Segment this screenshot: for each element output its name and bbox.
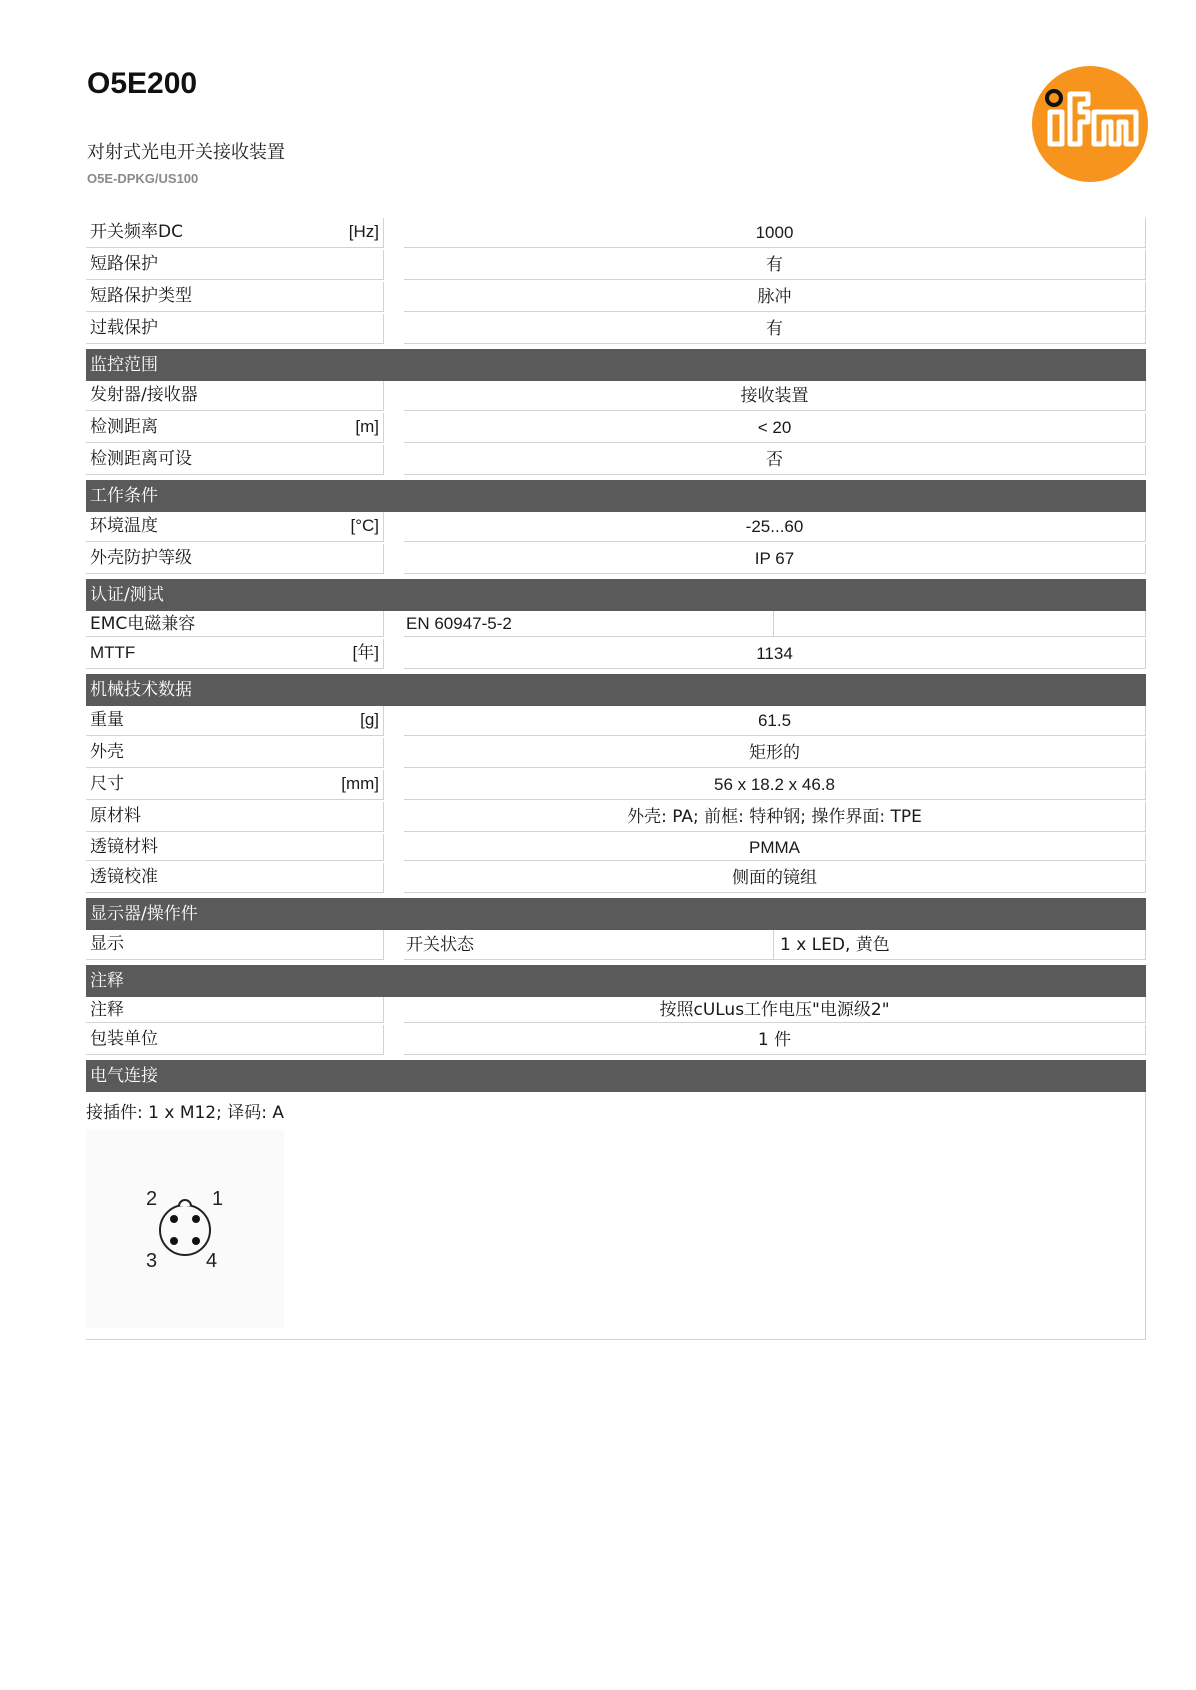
row-label: 显示 — [86, 930, 384, 960]
row-label: 包装单位 — [86, 1025, 384, 1055]
row-value: 否 — [404, 445, 1146, 475]
row-label: EMC电磁兼容 — [86, 611, 384, 637]
row-value: 外壳: PA; 前框: 特种钢; 操作界面: TPE — [404, 802, 1146, 832]
product-code: O5E-DPKG/US100 — [87, 171, 199, 186]
row-label: 原材料 — [86, 802, 384, 832]
row-label: 透镜材料 — [86, 834, 384, 861]
row-value: 1000 — [404, 218, 1146, 248]
row-value: 开关状态 — [404, 930, 774, 960]
row-label: 检测距离可设 — [86, 445, 384, 475]
spec-row — [86, 544, 1146, 576]
pin-label-4: 4 — [206, 1250, 218, 1272]
row-label: 尺寸 [mm] — [86, 770, 384, 800]
row-value: 接收装置 — [404, 381, 1146, 411]
row-value: 61.5 — [404, 706, 1146, 736]
section-header-monitoring: 监控范围 — [86, 349, 1146, 381]
spec-row — [86, 863, 1146, 895]
section-header-notes: 注释 — [86, 965, 1146, 997]
spec-row — [86, 1025, 1146, 1057]
spec-row — [86, 639, 1146, 671]
row-unit: [m] — [355, 417, 379, 436]
row-label: 开关频率DC [Hz] — [86, 218, 384, 248]
section-header-electrical: 电气连接 — [86, 1060, 1146, 1092]
row-label: 短路保护 — [86, 250, 384, 280]
spec-table — [86, 218, 1146, 1340]
spec-row — [86, 930, 1146, 962]
row-unit: [g] — [360, 710, 379, 729]
spec-row — [86, 218, 1146, 250]
row-unit: [°C] — [350, 516, 379, 535]
row-value: 脉冲 — [404, 282, 1146, 312]
product-subtitle: 对射式光电开关接收装置 — [87, 142, 285, 163]
spec-row — [86, 445, 1146, 477]
row-value: EN 60947-5-2 — [404, 611, 774, 637]
row-value: 有 — [404, 314, 1146, 344]
spec-row — [86, 802, 1146, 834]
section-header-operating: 工作条件 — [86, 480, 1146, 512]
spec-row — [86, 997, 1146, 1025]
row-label: 重量 [g] — [86, 706, 384, 736]
row-value: 侧面的镜组 — [404, 863, 1146, 893]
row-value: < 20 — [404, 413, 1146, 443]
electrical-connection-panel — [86, 1092, 1146, 1340]
row-label: 环境温度 [°C] — [86, 512, 384, 542]
section-header-mechanical: 机械技术数据 — [86, 674, 1146, 706]
connector-pinout-diagram — [86, 1130, 284, 1328]
section-header-display: 显示器/操作件 — [86, 898, 1146, 930]
row-value: 1 件 — [404, 1025, 1146, 1055]
ifm-logo — [1030, 64, 1150, 184]
row-label: 短路保护类型 — [86, 282, 384, 312]
pin-label-1: 1 — [212, 1188, 224, 1210]
row-label: 外壳 — [86, 738, 384, 768]
spec-row — [86, 738, 1146, 770]
row-label: 外壳防护等级 — [86, 544, 384, 574]
row-label: 注释 — [86, 997, 384, 1023]
row-value: 56 x 18.2 x 46.8 — [404, 770, 1146, 800]
page-title: O5E200 — [87, 67, 198, 100]
pin-label-2: 2 — [146, 1188, 158, 1210]
row-label: MTTF [年] — [86, 639, 384, 669]
spec-row — [86, 770, 1146, 802]
row-value-secondary: 1 x LED, 黄色 — [774, 930, 1146, 960]
row-value: 有 — [404, 250, 1146, 280]
row-label: 透镜校准 — [86, 863, 384, 893]
spec-row — [86, 512, 1146, 544]
row-value: -25...60 — [404, 512, 1146, 542]
spec-row — [86, 381, 1146, 413]
row-unit: [Hz] — [348, 222, 379, 241]
spec-row — [86, 611, 1146, 639]
row-label: 检测距离 [m] — [86, 413, 384, 443]
spec-row — [86, 314, 1146, 346]
row-unit: [年] — [352, 643, 379, 662]
row-value: 矩形的 — [404, 738, 1146, 768]
row-value: 按照cULus工作电压"电源级2" — [404, 997, 1146, 1023]
row-label: 发射器/接收器 — [86, 381, 384, 411]
section-header-certification: 认证/测试 — [86, 579, 1146, 611]
connector-description: 接插件: 1 x M12; 译码: A — [86, 1103, 285, 1123]
row-value-secondary — [774, 611, 1146, 637]
row-value: PMMA — [404, 834, 1146, 861]
row-label: 过载保护 — [86, 314, 384, 344]
pin-label-3: 3 — [146, 1250, 158, 1272]
spec-row — [86, 413, 1146, 445]
spec-row — [86, 250, 1146, 282]
row-value: IP 67 — [404, 544, 1146, 574]
spec-row — [86, 834, 1146, 863]
row-value: 1134 — [404, 639, 1146, 669]
row-unit: [mm] — [341, 774, 379, 793]
spec-row — [86, 282, 1146, 314]
spec-row — [86, 706, 1146, 738]
